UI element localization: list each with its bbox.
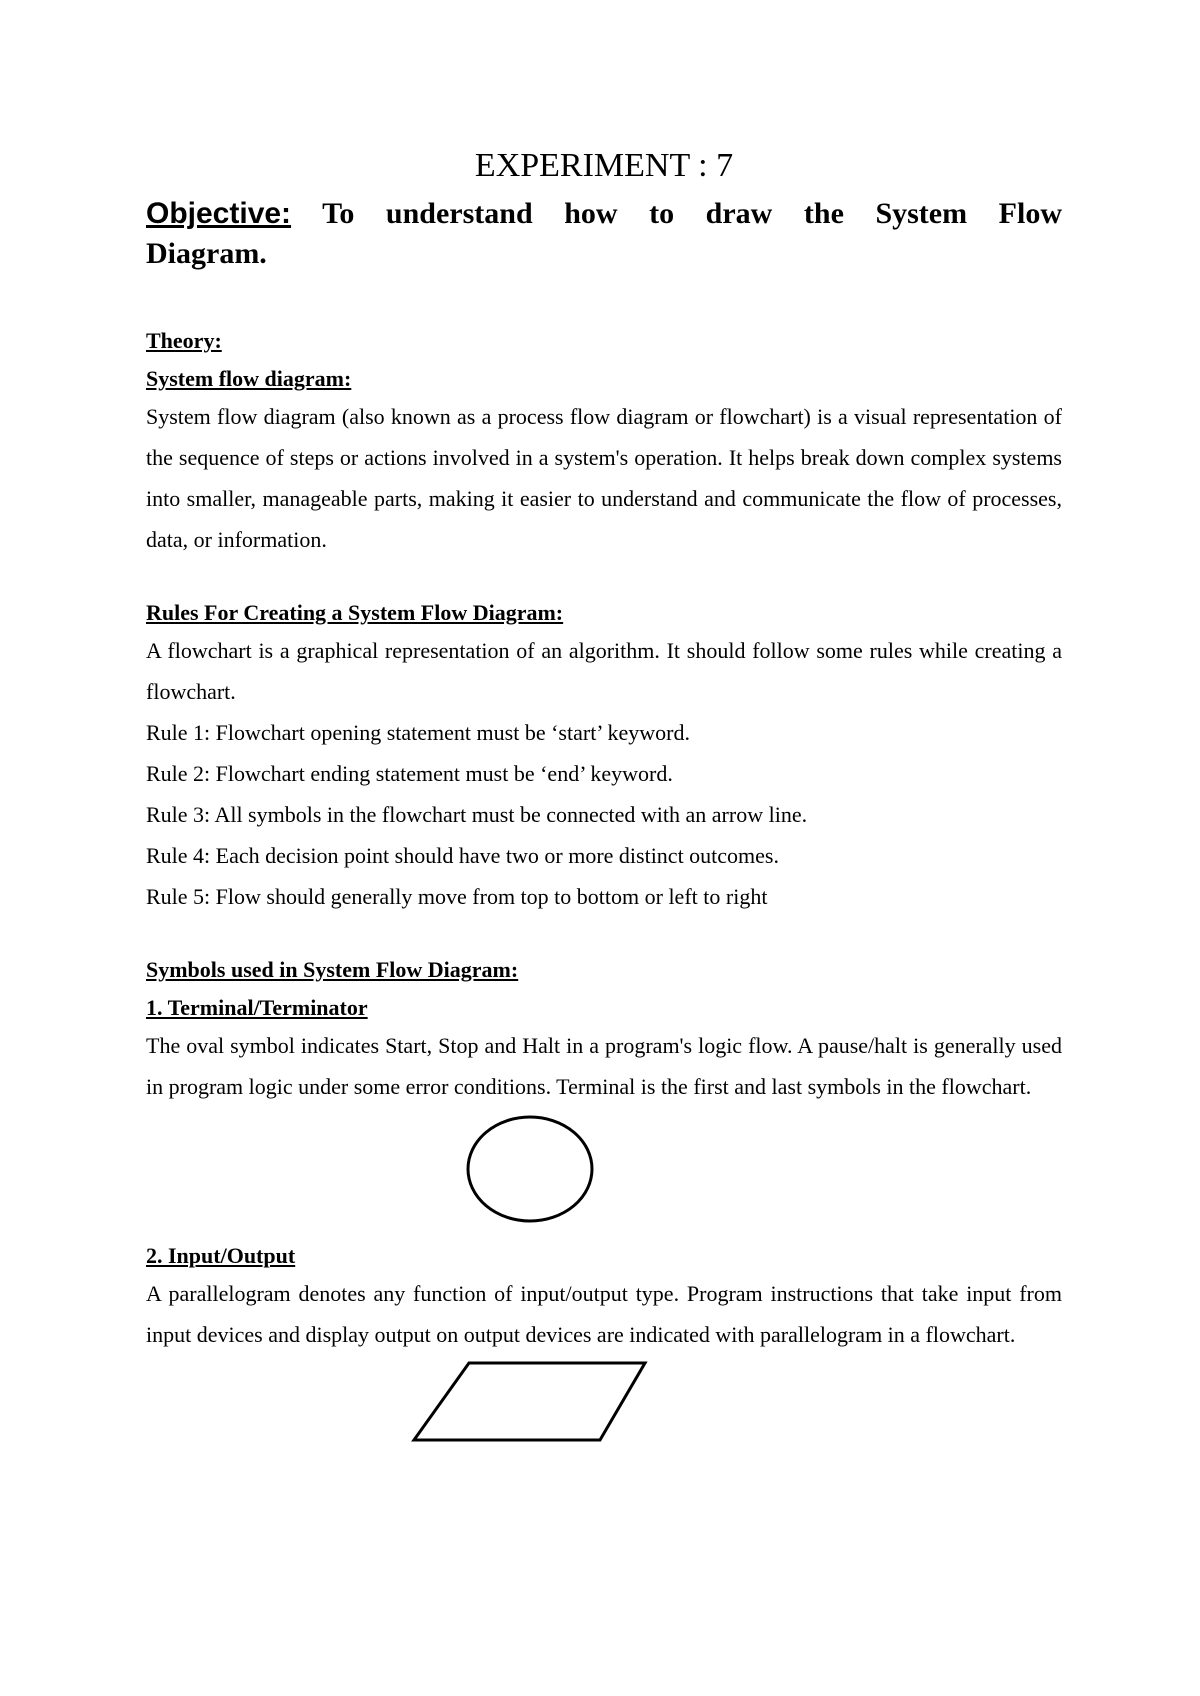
- objective-text: To understand how to draw the System Flow Diagram.: [146, 197, 1062, 270]
- objective-label: Objective:: [146, 197, 292, 230]
- terminal-symbol-svg: [146, 1107, 1062, 1227]
- terminal-symbol-figure: [146, 1107, 1062, 1227]
- io-symbol-figure: [146, 1355, 1062, 1455]
- system-flow-heading: System flow diagram:: [146, 366, 352, 391]
- rule-item-1: Rule 1: Flowchart opening statement must be ‘start’ keyword.: [146, 720, 690, 745]
- symbols-heading: Symbols used in System Flow Diagram:: [146, 957, 519, 982]
- io-symbol-svg: [146, 1355, 1062, 1455]
- io-paragraph: A parallelogram denotes any function of input/output type. Program instructions that take input from input devices and display output on output devices are indicated with parallelogram in a flowchart.: [146, 1281, 1062, 1347]
- terminal-paragraph: The oval symbol indicates Start, Stop and Halt in a program's logic flow. A pause/halt is generally used in program logic under some error conditions. Terminal is the first and last symbols in the flowchart.: [146, 1033, 1062, 1099]
- rules-heading: Rules For Creating a System Flow Diagram:: [146, 600, 564, 625]
- document-body: [146, 144, 1062, 1455]
- rule-item-4: Rule 4: Each decision point should have two or more distinct outcomes.: [146, 843, 779, 868]
- rule-item-2: Rule 2: Flowchart ending statement must be ‘end’ keyword.: [146, 761, 673, 786]
- experiment-title: EXPERIMENT : 7: [474, 147, 734, 184]
- system-flow-paragraph: System flow diagram (also known as a process flow diagram or flowchart) is a visual representation of the sequence of steps or actions involved in a system's operation. It helps break down complex systems into smaller, manageable parts, making it easier to understand and communicate the flow of processes, data, or information.: [146, 404, 1062, 552]
- objective-line: [146, 194, 1062, 274]
- rule-item-5: Rule 5: Flow should generally move from top to bottom or left to right: [146, 884, 768, 909]
- io-heading: 2. Input/Output: [146, 1243, 296, 1268]
- rules-intro: A flowchart is a graphical representation of an algorithm. It should follow some rules while creating a flowchart.: [146, 638, 1062, 704]
- terminal-heading: 1. Terminal/Terminator: [146, 995, 368, 1020]
- parallelogram-io-symbol: [414, 1363, 645, 1440]
- oval-terminal-symbol: [468, 1117, 592, 1221]
- theory-heading: Theory:: [146, 328, 222, 353]
- rule-item-3: Rule 3: All symbols in the flowchart must be connected with an arrow line.: [146, 802, 808, 827]
